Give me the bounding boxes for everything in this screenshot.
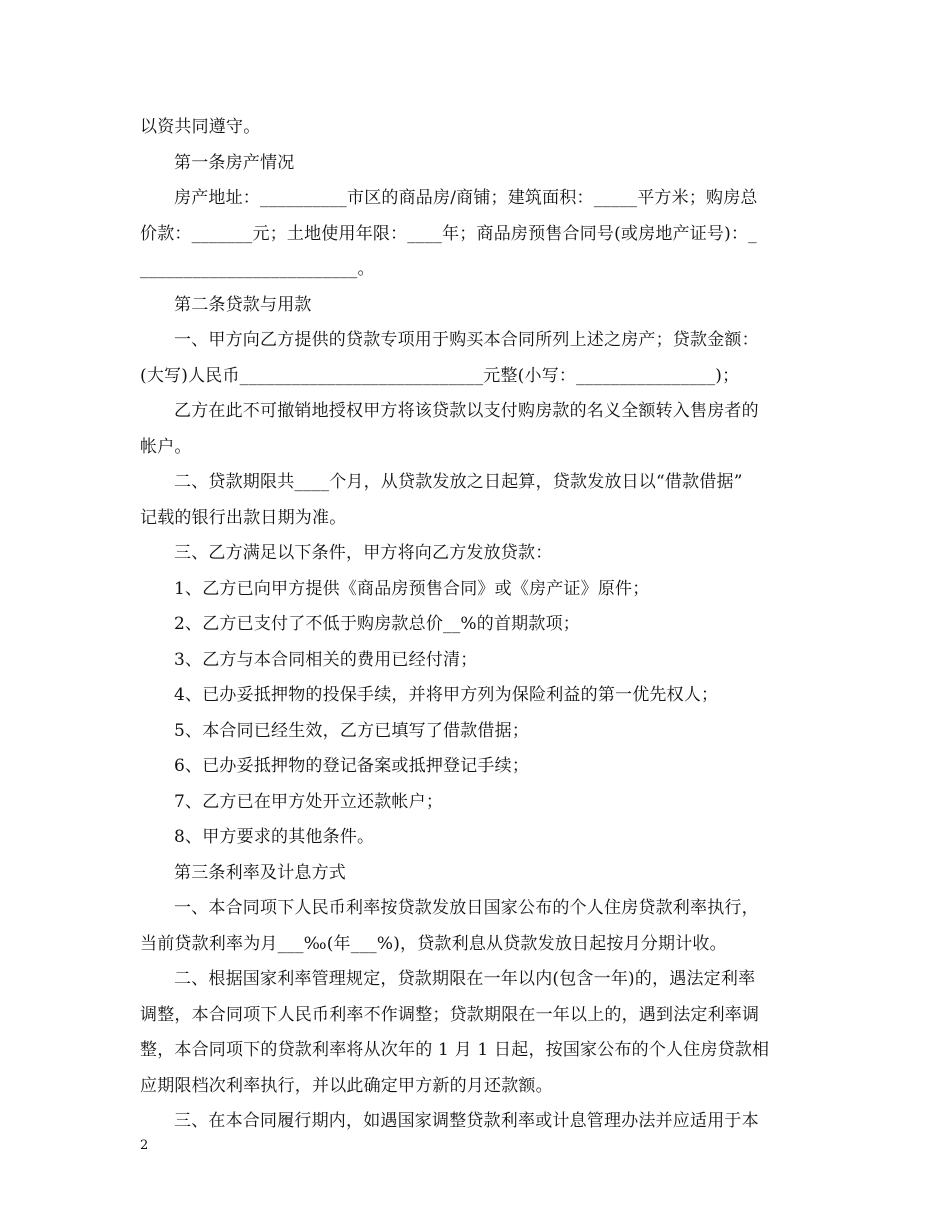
text-line: 以资共同遵守。 bbox=[140, 117, 261, 137]
text-line: 二、根据国家利率管理规定，贷款期限在一年以内(包含一年)的，遇法定利率 bbox=[174, 969, 756, 989]
text-line: 整，本合同项下的贷款利率将从次年的 1 月 1 日起，按国家公布的个人住房贷款相 bbox=[140, 1040, 770, 1060]
text-line: 一、甲方向乙方提供的贷款专项用于购买本合同所列上述之房产；贷款金额： bbox=[174, 330, 759, 350]
text-line: 5、本合同已经生效，乙方已填写了借款借据； bbox=[174, 720, 530, 741]
text-line: 7、乙方已在甲方处开立还款帐户； bbox=[174, 791, 444, 812]
text-line: (大写)人民币____________________________元整(小写：________________)； bbox=[140, 365, 740, 386]
text-line: 第三条利率及计息方式 bbox=[174, 862, 346, 883]
text-line: 8、甲方要求的其他条件。 bbox=[174, 827, 375, 847]
text-line: 三、乙方满足以下条件，甲方将向乙方发放贷款： bbox=[174, 543, 553, 563]
text-line: 一、本合同项下人民币利率按贷款发放日国家公布的个人住房贷款利率执行， bbox=[174, 898, 759, 918]
text-line: 当前贷款利率为月___‰(年___%)，贷款利息从贷款发放日起按月分期计收。 bbox=[140, 933, 727, 954]
text-line: _________________________。 bbox=[140, 259, 375, 279]
text-line: 4、已办妥抵押物的投保手续，并将甲方列为保险利益的第一优先权人； bbox=[174, 685, 719, 705]
text-line: 第一条房产情况 bbox=[174, 152, 295, 173]
text-line: 价款：_______元；土地使用年限：____年；商品房预售合同号(或房地产证号)：_ bbox=[140, 223, 757, 244]
text-line: 1、乙方已向甲方提供《商品房预售合同》或《房产证》原件； bbox=[174, 578, 650, 599]
text-line: 2、乙方已支付了不低于购房款总价__%的首期款项； bbox=[174, 614, 580, 634]
page-number: 2 bbox=[140, 1138, 149, 1153]
text-line: 乙方在此不可撤销地授权甲方将该贷款以支付购房款的名义全额转入售房者的 bbox=[174, 401, 759, 421]
text-line: 应期限档次利率执行，并以此确定甲方新的月还款额。 bbox=[140, 1075, 553, 1096]
text-line: 二、贷款期限共____个月，从贷款发放之日起算，贷款发放日以“借款借据” bbox=[174, 472, 743, 492]
text-line: 三、在本合同履行期内，如遇国家调整贷款利率或计息管理办法并应适用于本 bbox=[174, 1111, 759, 1131]
text-line: 6、已办妥抵押物的登记备案或抵押登记手续； bbox=[174, 756, 530, 776]
text-line: 3、乙方与本合同相关的费用已经付清； bbox=[174, 649, 478, 670]
text-line: 房产地址：__________市区的商品房/商铺；建筑面积：_____平方米；购房总 bbox=[174, 188, 758, 208]
text-line: 帐户。 bbox=[140, 436, 192, 457]
text-line: 调整，本合同项下人民币利率不作调整；贷款期限在一年以上的，遇到法定利率调 bbox=[140, 1004, 760, 1025]
text-line: 记载的银行出款日期为准。 bbox=[140, 507, 347, 528]
document-body bbox=[140, 110, 810, 1140]
text-line: 第二条贷款与用款 bbox=[174, 294, 312, 315]
